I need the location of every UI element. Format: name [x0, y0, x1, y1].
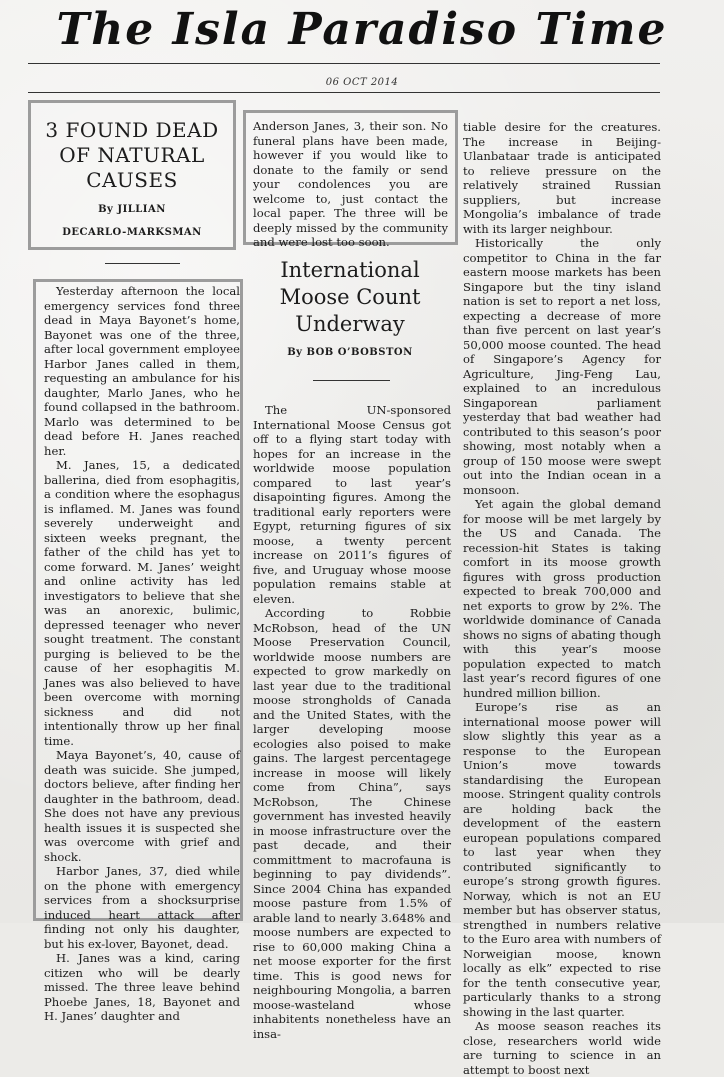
article2-paragraph: According to Robbie McRobson, head of the UN Moose Preservation Council, worldwide moose numbers are expected to grow markedly on last year due to the traditional moose strongholds of Canada and the United States, with the larger developing moose ecologies also poised to make gains. The largest percentagege increase in moose will likely come from China”, says McRobson, The Chinese government has invested heavily in moose infrastructure over the past decade, and their committment to macrofauna is beginning to pay dividends”. Since 2004 China has expanded moose pasture from 1.5% of arable land to nearly 3.648% and moose numbers are expected to rise to 60,000 making China a net moose exporter for the first time. This is good news for neighbouring Mongolia, a barren moose-wasteland whose inhabitents nonetheless have an insa-	[253, 606, 451, 1041]
article1-continuation-text: Anderson Janes, 3, their son. No funeral plans have been made, however if you would like to donate to the family or send your condolences you are welcome to, just contact the local paper. The three will be deeply missed by the community and were lost too soon.	[253, 119, 448, 249]
article2-paragraph: tiable desire for the creatures. The increase in Beijing-Ulanbataar trade is anticipated to relieve pressure on the relatively strained Russian suppliers, but increase Mongolia’s imbalance of trade with its larger neighbour.	[463, 120, 661, 236]
masthead-rule-bottom	[28, 92, 660, 93]
article2-headline-line: Underway	[295, 312, 405, 336]
article1-paragraph: Yesterday afternoon the local emergency services fond three dead in Maya Bayonet’s home, Bayonet was one of the three, after local government employee Harbor Janes called in them, requesting an ambulance for his daughter, Marlo Janes, who he found collapsed in the bathroom. Marlo was determined to be dead before H. Janes reached her.	[44, 284, 240, 458]
article2-headline-line: International	[280, 258, 420, 282]
article2-headline-line: Moose Count	[279, 285, 421, 309]
article2-headline-block	[250, 258, 450, 358]
article2-paragraph: The UN-sponsored International Moose Census got off to a flying start today with hopes for an increase in the worldwide moose population compared to last year’s disapointing figures. Among the traditional early reporters were Egypt, returning figures of six moose, a twenty percent increase on 2011’s figures of five, and Uruguay whose moose population remains stable at eleven.	[253, 403, 451, 606]
article1-paragraph: H. Janes was a kind, caring citizen who will be dearly missed. The three leave behind Phoebe Janes, 18, Bayonet and H. Janes’ daughter and	[44, 951, 240, 1023]
article1-paragraph: M. Janes, 15, a dedicated ballerina, died from esophagitis, a condition where the esophagus is inflamed. M. Janes was found severely underweight and sixteen weeks pregnant, the father of the child has yet to come forward. M. Janes’ weight and online activity has led investigators to believe that she was an anorexic, bulimic, depressed teenager who never sought treatment. The constant purging is believed to be the cause of her esophagitis M. Janes was also believed to have been overcome with morning sickness and did not intentionally throw up her final time.	[44, 458, 240, 748]
article1-continuation	[253, 119, 448, 250]
article2-divider	[313, 380, 390, 381]
article1-headline: 3 FOUND DEAD OF NATURAL CAUSES	[45, 118, 219, 192]
article1-continuation-box	[243, 110, 458, 249]
article1-paragraph: Harbor Janes, 37, died while on the phone with emergency services from a shocksurprise induced heart attack after finding not only his daughter, but his ex-lover, Bayonet, dead.	[44, 864, 240, 951]
masthead-rule-top	[28, 63, 660, 64]
article2-column-3	[463, 120, 661, 1077]
masthead-title: The Isla Paradiso Time	[56, 4, 668, 55]
article2-paragraph: As moose season reaches its close, researchers world wide are turning to science in an attempt to boost next	[463, 1019, 661, 1077]
article2-paragraph: Europe’s rise as an international moose power will slow slightly this year as a response to the European Union’s move towards standardising the European moose. Stringent quality controls are holding back the development of the eastern european populations compared to last year when they contributed significantly to europe’s strong growth figures. Norway, which is not an EU member but has observer status, strengthed in numbers relative to the Euro area with numbers of Norweigian moose, known locally as elk” expected to rise for the tenth consecutive year, particularly thanks to a strong showing in the last quarter.	[463, 700, 661, 1019]
issue-date: 06 OCT 2014	[325, 77, 399, 88]
article1-byline-surname: DECARLO-MARKSMAN	[62, 227, 202, 238]
article2-paragraph: Yet again the global demand for moose will be met largely by the US and Canada. The recession-hit States is taking comfort in its moose growth figures with gross production expected to break 700,000 and net exports to grow by 2%. The worldwide dominance of Canada shows no signs of abating though with this year’s moose population expected to match last year’s record figures of one hundred million billion.	[463, 497, 661, 700]
article2-column-2	[253, 403, 451, 1041]
article2-paragraph: Historically the only competitor to China in the far eastern moose markets has been Singapore but the tiny island nation is set to report a net loss, expecting a decrease of more than five percent on last year’s 50,000 moose counted. The head of Singapore’s Agency for Agriculture, Jing-Feng Lau, explained to an incredulous Singaporean parliament yesterday that bad weather had contributed to this season’s poor showing, most notably when a group of 150 moose were swept out into the Indian ocean in a monsoon.	[463, 236, 661, 497]
article1-byline-name: By JILLIAN	[98, 204, 166, 215]
article2-byline: By BOB O’BOBSTON	[287, 347, 413, 358]
article1-paragraph: Maya Bayonet’s, 40, cause of death was suicide. She jumped, doctors believe, after finding her daughter in the bathroom, dead. She does not have any previous health issues it is suspected she was overcome with grief and shock.	[44, 748, 240, 864]
article1-divider	[105, 263, 180, 264]
article1-headline-box	[28, 100, 236, 250]
article1-body	[44, 284, 240, 1024]
